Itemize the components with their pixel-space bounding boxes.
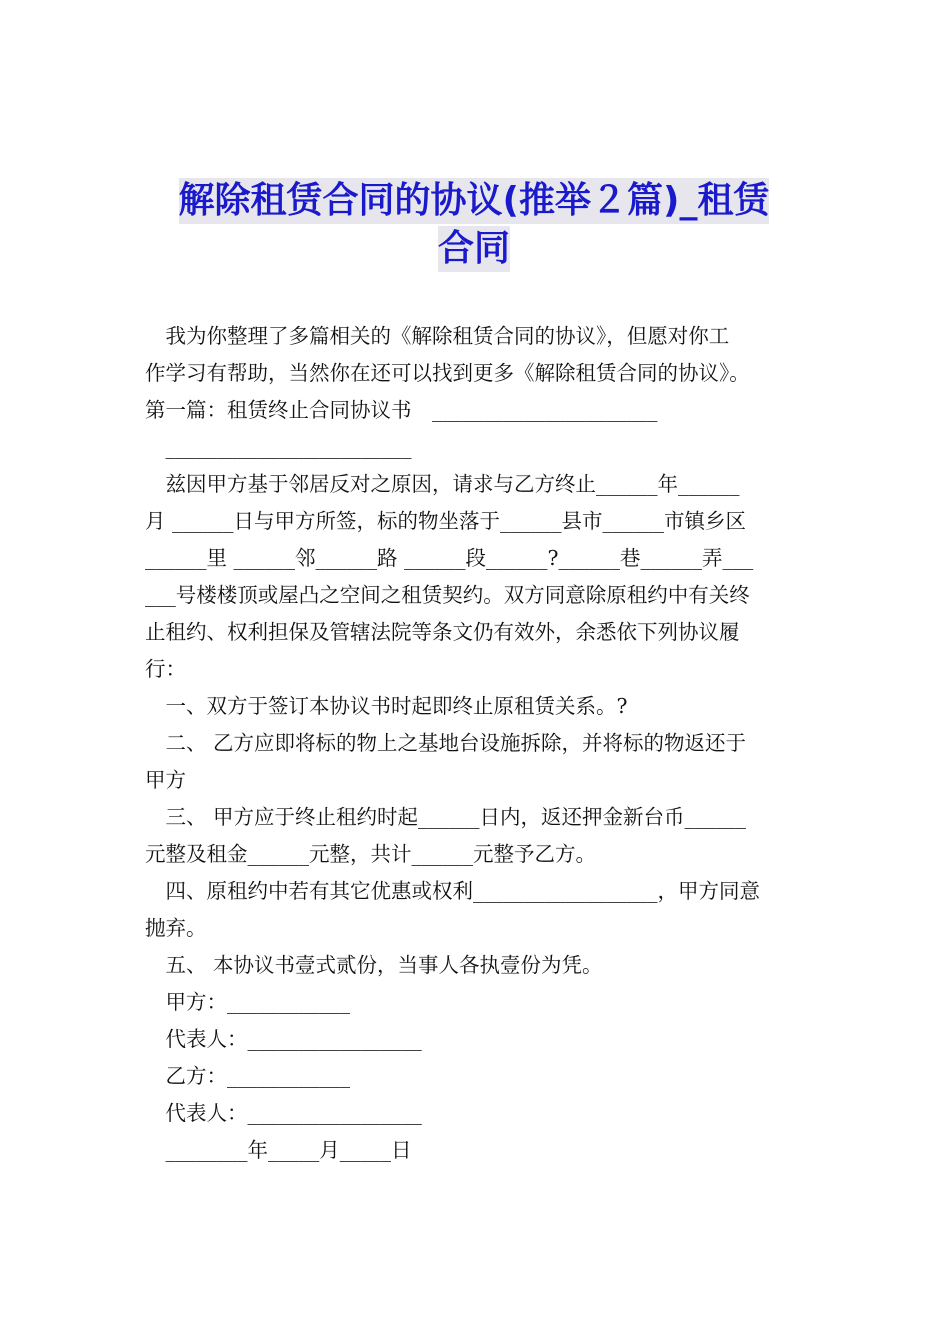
text-line: 抛弃。 [145, 916, 207, 940]
text-line: 第一篇：租赁终止合同协议书 ______________________ [145, 398, 658, 422]
text-line: 代表人：_________________ [145, 1027, 422, 1051]
text-line: 五、 本协议书壹式贰份，当事人各执壹份为凭。 [145, 953, 603, 977]
text-line: 行： [145, 657, 186, 681]
text-line: 兹因甲方基于邻居反对之原因，请求与乙方终止______年______ [145, 472, 740, 496]
page-title [140, 178, 808, 272]
text-line: 一、双方于签订本协议书时起即终止原租赁关系。? [145, 694, 628, 718]
text-line: 止租约、权利担保及管辖法院等条文仍有效外，余悉依下列协议履 [145, 620, 740, 644]
title-line-1: 解除租赁合同的协议(推举２篇)_租赁 [179, 178, 770, 224]
text-line: 甲方：____________ [145, 990, 350, 1014]
text-line: 月 ______日与甲方所签，标的物坐落于______县市______市镇乡区 [145, 509, 747, 533]
text-line: ______里 ______邻______路 ______段______?______巷______弄___ [145, 546, 754, 570]
text-line: 三、 甲方应于终止租约时起______日内，返还押金新台币______ [145, 805, 747, 829]
text-line: 元整及租金______元整，共计______元整予乙方。 [145, 842, 596, 866]
text-line: ________年_____月_____日 [145, 1138, 412, 1162]
text-line: 我为你整理了多篇相关的《解除租赁合同的协议》，但愿对你工 [145, 324, 730, 348]
text-line: 代表人：_________________ [145, 1101, 422, 1125]
text-line: 乙方：____________ [145, 1064, 350, 1088]
text-line: 二、 乙方应即将标的物上之基地台设施拆除，并将标的物返还于 [145, 731, 747, 755]
text-line: 作学习有帮助，当然你在还可以找到更多《解除租赁合同的协议》。 [145, 361, 750, 385]
text-line: 四、原租约中若有其它优惠或权利__________________，甲方同意 [145, 879, 760, 903]
title-line-2: 合同 [438, 226, 510, 272]
text-line: ___号楼楼顶或屋凸之空间之租赁契约。双方同意除原租约中有关终 [145, 583, 750, 607]
text-line: ________________________ [145, 435, 412, 459]
text-line: 甲方 [145, 768, 186, 792]
